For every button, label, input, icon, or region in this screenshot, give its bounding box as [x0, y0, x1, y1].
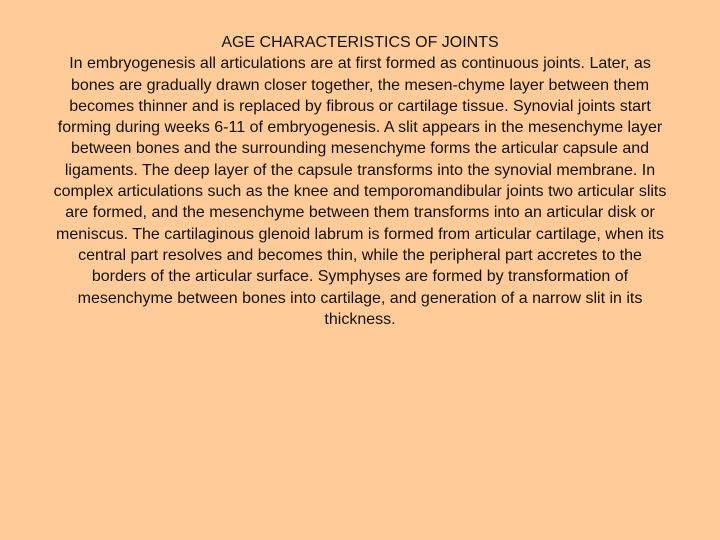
slide-title: AGE CHARACTERISTICS OF JOINTS [221, 34, 499, 51]
slide-body-text: In embryogenesis all articulations are at first formed as continuous joints. Later, as bones are gradually drawn closer together, the mesen-chyme layer between them becomes thinner and is replaced by fibrous or cartilage tissue. Synovial joints start forming during weeks 6-11 of embryogenesis. A slit appears in the mesenchyme layer between bones and the surrounding mesenchyme forms the articular capsule and ligaments. The deep layer of the capsule transforms into the synovial membrane. In complex articulations such as the knee and temporomandibular joints two articular slits are formed, and the mesenchyme between them transforms into an articular disk or meniscus. The cartilaginous glenoid labrum is formed from articular cartilage, when its central part resolves and becomes thin, while the peripheral part accretes to the borders of the articular surface. Symphyses are formed by transformation of mesenchyme between bones into cartilage, and generation of a narrow slit in its thickness. [53, 55, 667, 328]
slide-content [50, 32, 670, 330]
